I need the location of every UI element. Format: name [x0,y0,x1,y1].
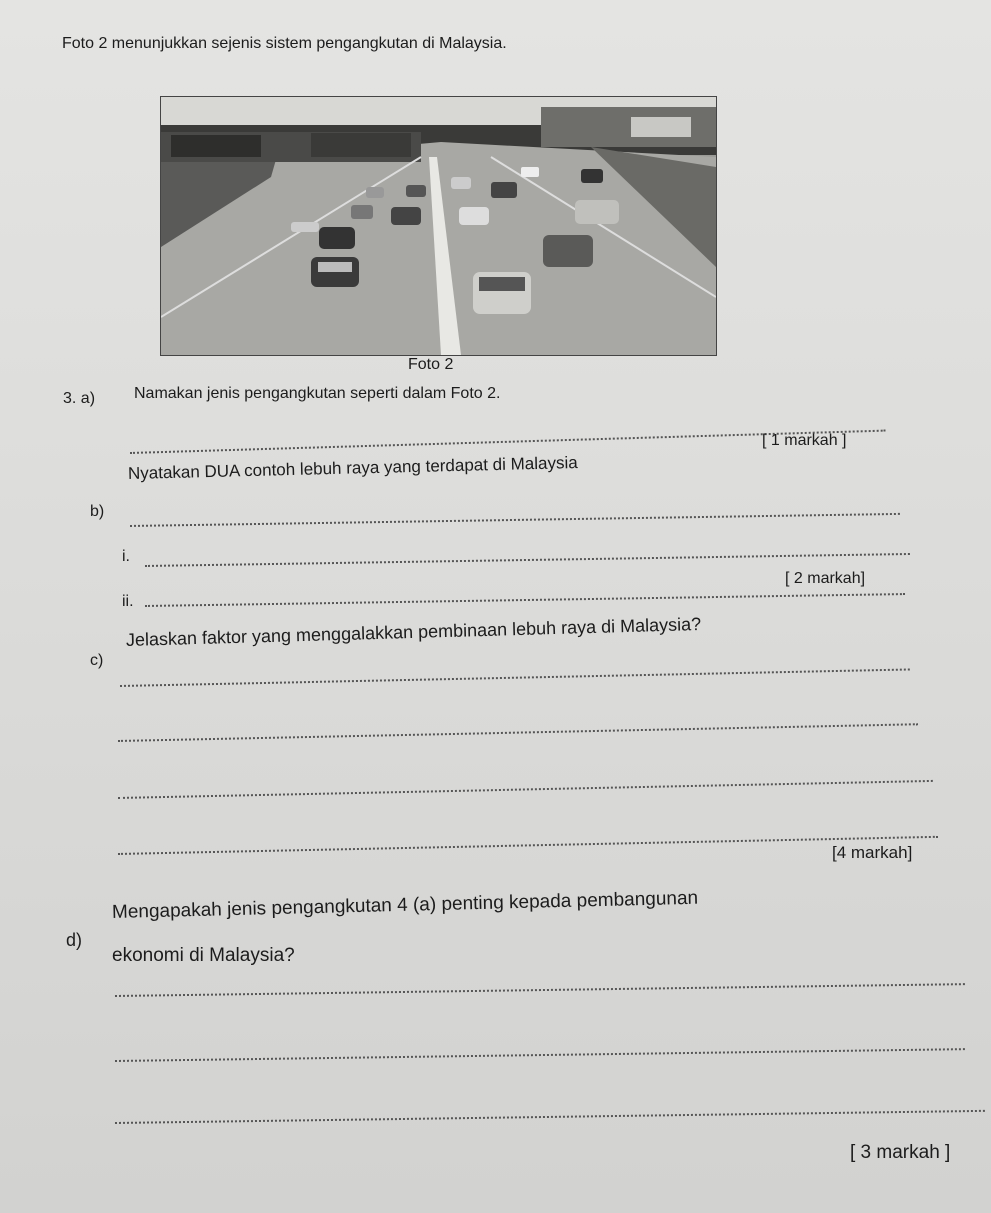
intro-text: Foto 2 menunjukkan sejenis sistem pengangkutan di Malaysia. [62,35,507,52]
answer-line[interactable] [118,836,938,855]
answer-line[interactable] [115,1110,985,1124]
question-3b-number: b) [90,503,105,520]
answer-line[interactable] [115,1048,965,1062]
question-3d-text-line2: ekonomi di Malaysia? [112,945,295,966]
question-3b-marks: [ 2 markah] [785,570,866,587]
photo-caption: Foto 2 [408,356,454,373]
question-3a-text: Namakan jenis pengangkutan seperti dalam Foto 2. [134,385,501,402]
answer-line[interactable] [120,668,910,687]
question-3a-marks: [ 1 markah ] [762,432,847,449]
answer-line[interactable] [118,780,933,799]
question-3b-item-i: i. [122,548,130,565]
question-3b-text: Nyatakan DUA contoh lebuh raya yang terdapat di Malaysia [127,453,578,483]
question-3a-number: 3. a) [63,390,96,407]
answer-line-i[interactable] [145,553,910,567]
highway-photo [160,96,717,356]
question-3c-text: Jelaskan faktor yang menggalakkan pembinaan lebuh raya di Malaysia? [125,613,702,650]
question-3d-marks: [ 3 markah ] [850,1142,951,1163]
answer-line[interactable] [118,723,918,742]
question-3c-number: c) [90,652,104,669]
answer-line-ii[interactable] [145,593,905,607]
question-3c-marks: [4 markah] [832,843,913,862]
question-3b-item-ii: ii. [122,593,134,610]
answer-line[interactable] [115,983,965,997]
highway-traffic-image [161,97,716,355]
question-3d-text: Mengapakah jenis pengangkutan 4 (a) penting kepada pembangunan [111,887,699,923]
question-3d-number: d) [66,930,83,950]
answer-line[interactable] [130,513,900,527]
